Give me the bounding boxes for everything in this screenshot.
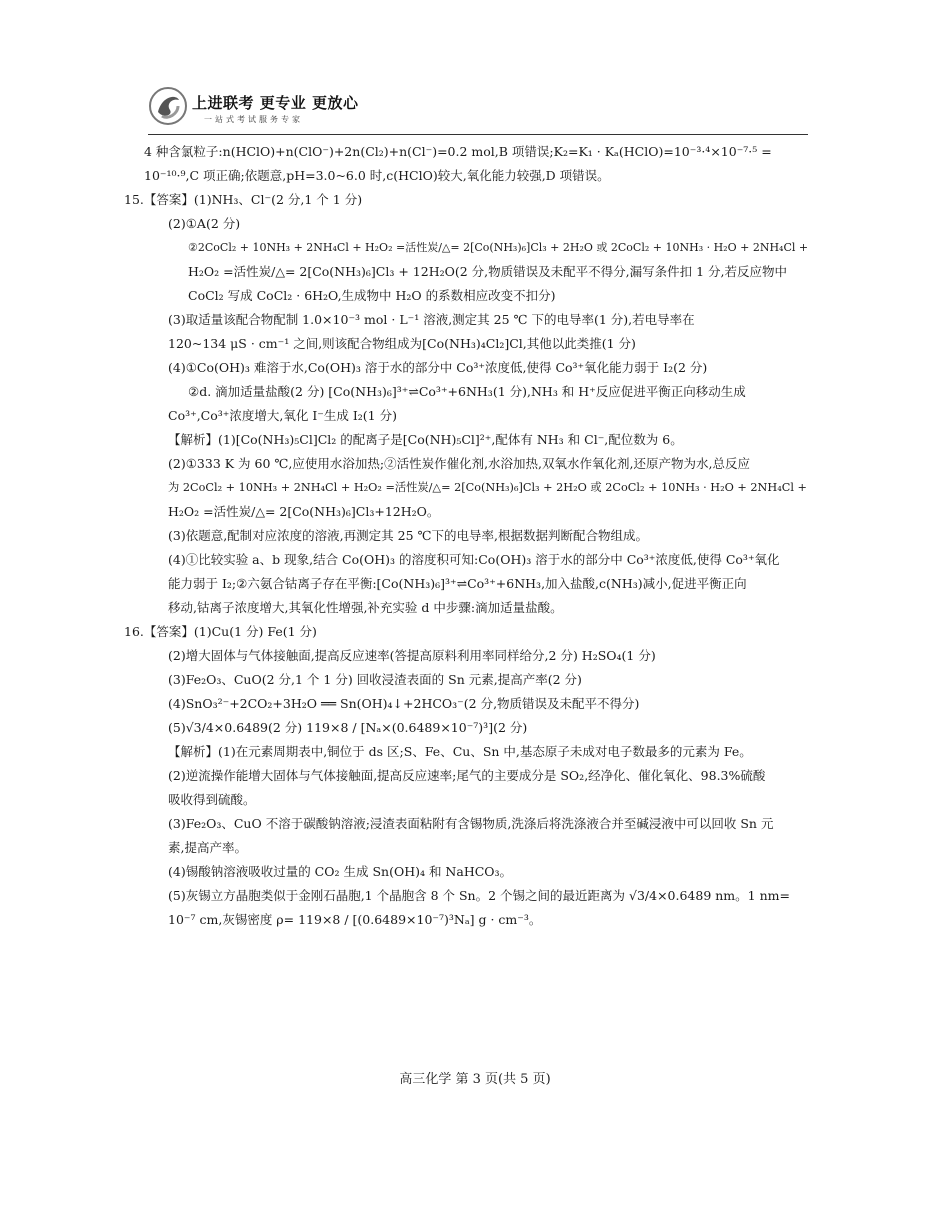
equation-line: H₂O₂ =活性炭/△= 2[Co(NH₃)₆]Cl₃ + 12H₂O(2 分,物质错误及未配平不得分,漏写条件扣 1 分,若反应物中 xyxy=(188,264,787,279)
equation-line: ②2CoCl₂ + 10NH₃ + 2NH₄Cl + H₂O₂ =活性炭/△= 2[Co(NH₃)₆]Cl₃ + 2H₂O 或 2CoCl₂ + 10NH₃ · H₂O + 2NH₄Cl + xyxy=(188,241,809,254)
text-line: (2)逆流操作能增大固体与气体接触面,提高反应速率;尾气的主要成分是 SO₂,经净化、催化氧化、98.3%硫酸 xyxy=(168,768,766,783)
text-line: 10⁻¹⁰·⁹,C 项正确;依题意,pH=3.0~6.0 时,c(HClO)较大,氧化能力较强,D 项错误。 xyxy=(144,168,610,183)
text-line: 10⁻⁷ cm,灰锡密度 ρ= 119×8 / [(0.6489×10⁻⁷)³Nₐ] g · cm⁻³。 xyxy=(168,912,542,927)
text-line: (2)①333 K 为 60 ℃,应使用水浴加热;②活性炭作催化剂,水浴加热,双氧水作氧化剂,还原产物为水,总反应 xyxy=(168,456,750,471)
logo-icon xyxy=(148,86,188,126)
text-line: (2)增大固体与气体接触面,提高反应速率(答提高原料利用率同样给分,2 分) H₂SO₄(1 分) xyxy=(168,648,656,663)
brand-subtitle: 一站式考试服务专家 xyxy=(204,115,303,124)
answer-content xyxy=(124,140,810,932)
analysis-heading: 【解析】(1)在元素周期表中,铜位于 ds 区;S、Fe、Cu、Sn 中,基态原子未成对电子数最多的元素为 Fe。 xyxy=(168,744,752,759)
text-line: ②d. 滴加适量盐酸(2 分) [Co(NH₃)₆]³⁺⇌Co³⁺+6NH₃(1 分),NH₃ 和 H⁺反应促进平衡正向移动生成 xyxy=(188,384,746,399)
text-line: (4)①Co(OH)₃ 难溶于水,Co(OH)₃ 溶于水的部分中 Co³⁺浓度低,使得 Co³⁺氧化能力弱于 I₂(2 分) xyxy=(168,360,708,375)
brand-slogan: 上进联考 更专业 更放心 xyxy=(192,94,359,112)
text-line: (5)灰锡立方晶胞类似于金刚石晶胞,1 个晶胞含 8 个 Sn。2 个锡之间的最近距离为 √3/4×0.6489 nm。1 nm= xyxy=(168,888,790,903)
text-line: (5)√3/4×0.6489(2 分) 119×8 / [Nₐ×(0.6489×10⁻⁷)³](2 分) xyxy=(168,720,528,735)
text-line: (4)锡酸钠溶液吸收过量的 CO₂ 生成 Sn(OH)₄ 和 NaHCO₃。 xyxy=(168,864,513,879)
text-line: (3)Fe₂O₃、CuO(2 分,1 个 1 分) 回收浸渣表面的 Sn 元素,提高产率(2 分) xyxy=(168,672,582,687)
equation-line: H₂O₂ =活性炭/△= 2[Co(NH₃)₆]Cl₃+12H₂O。 xyxy=(168,504,440,519)
text-line: (3)取适量该配合物配制 1.0×10⁻³ mol · L⁻¹ 溶液,测定其 25 ℃ 下的电导率(1 分),若电导率在 xyxy=(168,312,695,327)
text-line: 素,提高产率。 xyxy=(168,840,247,855)
question-15-answer: 15.【答案】(1)NH₃、Cl⁻(2 分,1 个 1 分) xyxy=(124,192,363,207)
text-line: (3)依题意,配制对应浓度的溶液,再测定其 25 ℃下的电导率,根据数据判断配合物组成。 xyxy=(168,528,648,543)
text-line: CoCl₂ 写成 CoCl₂ · 6H₂O,生成物中 H₂O 的系数相应改变不扣分) xyxy=(188,288,556,303)
header-divider xyxy=(148,134,808,135)
text-line: 移动,钴离子浓度增大,其氧化性增强,补充实验 d 中步骤:滴加适量盐酸。 xyxy=(168,600,563,615)
text-line: 吸收得到硫酸。 xyxy=(168,792,256,807)
text-line: (4)①比较实验 a、b 现象,结合 Co(OH)₃ 的溶度积可知:Co(OH)₃ 溶于水的部分中 Co³⁺浓度低,使得 Co³⁺氧化 xyxy=(168,552,780,567)
text-line: (3)Fe₂O₃、CuO 不溶于碳酸钠溶液;浸渣表面粘附有含锡物质,洗涤后将洗涤液合并至碱浸液中可以回收 Sn 元 xyxy=(168,816,774,831)
equation-line: 为 2CoCl₂ + 10NH₃ + 2NH₄Cl + H₂O₂ =活性炭/△= 2[Co(NH₃)₆]Cl₃ + 2H₂O 或 2CoCl₂ + 10NH₃ · H₂O + 2NH₄Cl + xyxy=(168,481,807,494)
text-line: 4 种含氯粒子:n(HClO)+n(ClO⁻)+2n(Cl₂)+n(Cl⁻)=0.2 mol,B 项错误;K₂=K₁ · Kₐ(HClO)=10⁻³·⁴×10⁻⁷·⁵ = xyxy=(144,144,772,159)
page-header xyxy=(148,86,808,134)
question-16-answer: 16.【答案】(1)Cu(1 分) Fe(1 分) xyxy=(124,624,317,639)
text-line: 能力弱于 I₂;②六氨合钴离子存在平衡:[Co(NH₃)₆]³⁺⇌Co³⁺+6NH₃,加入盐酸,c(NH₃)减小,促进平衡正向 xyxy=(168,576,747,591)
page-footer: 高三化学 第 3 页(共 5 页) xyxy=(399,1072,551,1087)
text-line: (2)①A(2 分) xyxy=(168,216,241,231)
analysis-heading: 【解析】(1)[Co(NH₃)₅Cl]Cl₂ 的配离子是[Co(NH)₅Cl]²⁺,配体有 NH₃ 和 Cl⁻,配位数为 6。 xyxy=(168,432,683,447)
equation-line: (4)SnO₃²⁻+2CO₂+3H₂O ══ Sn(OH)₄↓+2HCO₃⁻(2 分,物质错误及未配平不得分) xyxy=(168,696,640,711)
text-line: 120~134 μS · cm⁻¹ 之间,则该配合物组成为[Co(NH₃)₄Cl₂]Cl,其他以此类推(1 分) xyxy=(168,336,636,351)
text-line: Co³⁺,Co³⁺浓度增大,氧化 I⁻生成 I₂(1 分) xyxy=(168,408,397,423)
